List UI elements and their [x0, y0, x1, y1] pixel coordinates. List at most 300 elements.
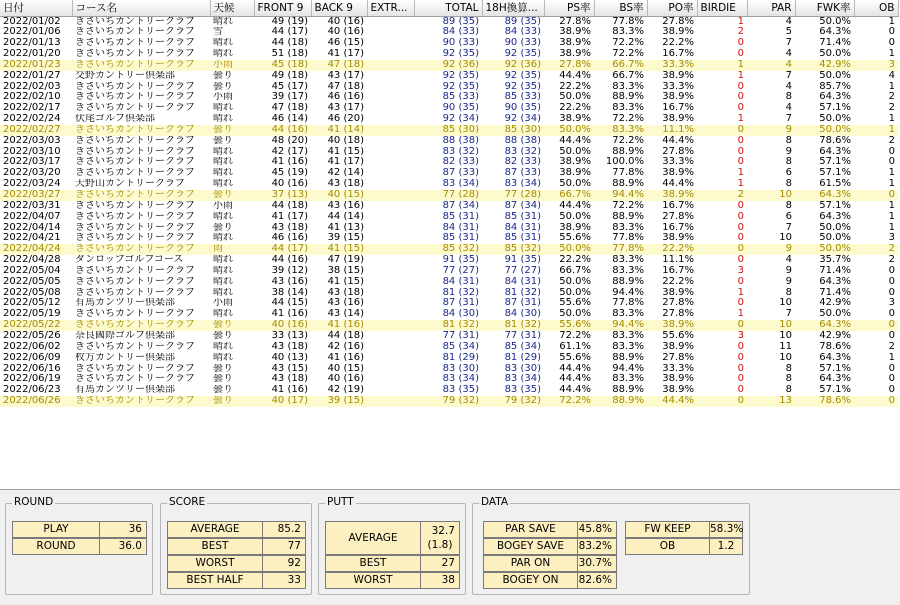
header-ob[interactable]: OB: [854, 0, 898, 16]
cell-ps: 44.4%: [559, 385, 591, 396]
table-row[interactable]: [0, 136, 898, 147]
cell-front: 41 (16): [271, 385, 308, 396]
cell-front: 33 (13): [271, 330, 308, 341]
cell-course: きさいちカントリークラブ: [72, 396, 210, 407]
ob-label: OB: [625, 538, 710, 555]
table-row[interactable]: [0, 27, 898, 38]
cell-total: 83 (32): [442, 146, 479, 157]
cell-total: 92 (35): [442, 70, 479, 81]
cell-fwk: 57.1%: [819, 363, 851, 374]
cell-course: きさいちカントリークラブ: [72, 320, 210, 331]
cell-weather: 曇り: [213, 330, 233, 341]
table-row[interactable]: [0, 331, 898, 342]
score-panel: [160, 496, 312, 595]
cell-fwk: 57.1%: [819, 385, 851, 396]
cell-extra: [367, 298, 414, 309]
cell-front: 43 (18): [271, 222, 308, 233]
cell-extra: [367, 27, 414, 38]
cell-extra: [367, 60, 414, 71]
cell-weather: 晴れ: [213, 157, 233, 168]
putt-panel: [318, 496, 466, 595]
cell-par: 4: [785, 255, 792, 266]
cell-back: 44 (14): [327, 211, 364, 222]
cell-front: 45 (19): [271, 168, 308, 179]
cell-fwk: 64.3%: [795, 190, 854, 201]
cell-fwk: 71.4%: [819, 265, 851, 276]
table-row[interactable]: [0, 60, 898, 71]
cell-date: 2022/04/28: [3, 255, 61, 266]
cell-ob: 1: [854, 125, 898, 136]
cell-ob: 2: [888, 255, 895, 266]
cell-ob: 2: [854, 244, 898, 255]
cell-fwk: 42.9%: [795, 60, 854, 71]
cell-par: 10: [779, 330, 792, 341]
cell-front: 44 (17): [254, 244, 311, 255]
cell-bs: 83.3%: [612, 81, 644, 92]
cell-bs: 88.9%: [612, 179, 644, 190]
cell-ps: 38.9%: [559, 38, 591, 49]
cell-front: 40 (13): [271, 352, 308, 363]
cell-back: 38 (15): [327, 265, 364, 276]
cell-front: 39 (17): [271, 92, 308, 103]
cell-po: 16.7%: [662, 265, 694, 276]
cell-ob: 1: [888, 200, 895, 211]
cell-extra: [367, 190, 414, 201]
cell-back: 40 (16): [327, 16, 364, 27]
cell-ps: 50.0%: [559, 92, 591, 103]
header-po[interactable]: PO率: [647, 0, 697, 16]
cell-course: 枚方カントリー倶楽部: [75, 352, 175, 363]
cell-birdie: 1: [737, 16, 744, 27]
score-best-label: BEST: [167, 538, 263, 555]
cell-date: 2022/01/06: [3, 27, 61, 38]
cell-weather: 晴れ: [213, 352, 233, 363]
header-extra[interactable]: EXTR...: [367, 0, 414, 16]
cell-back: 46 (20): [327, 114, 364, 125]
table-row[interactable]: [0, 114, 898, 125]
score-best-value: 77: [262, 538, 306, 555]
cell-date: 2022/01/20: [3, 49, 61, 60]
cell-po: 38.9%: [662, 385, 694, 396]
table-row[interactable]: [0, 374, 898, 385]
cell-course: きさいちカントリークラブ: [75, 168, 195, 179]
cell-birdie: 3: [737, 265, 744, 276]
cell-conv: 87 (34): [504, 200, 541, 211]
cell-bs: 94.4%: [594, 320, 647, 331]
cell-birdie: 0: [737, 341, 744, 352]
cell-total: 92 (35): [442, 49, 479, 60]
cell-bs: 83.3%: [612, 374, 644, 385]
cell-ob: 1: [888, 49, 895, 60]
cell-back: 43 (17): [327, 70, 364, 81]
cell-total: 87 (34): [442, 200, 479, 211]
cell-back: 44 (18): [327, 330, 364, 341]
cell-conv: 85 (31): [504, 233, 541, 244]
cell-date: 2022/03/17: [3, 157, 61, 168]
cell-po: 33.3%: [647, 60, 697, 71]
cell-weather: 曇り: [210, 190, 254, 201]
cell-back: 41 (17): [327, 157, 364, 168]
cell-bs: 94.4%: [612, 363, 644, 374]
cell-par: 10: [779, 298, 792, 309]
cell-po: 38.9%: [662, 92, 694, 103]
play-value: 36: [99, 521, 147, 538]
cell-fwk: 57.1%: [819, 157, 851, 168]
table-row[interactable]: [0, 92, 898, 103]
cell-conv: 92 (35): [504, 70, 541, 81]
fw-keep-label: FW KEEP: [625, 521, 710, 538]
cell-bs: 88.9%: [612, 146, 644, 157]
cell-back: 43 (16): [327, 298, 364, 309]
table-row[interactable]: [0, 179, 898, 190]
cell-front: 44 (18): [271, 200, 308, 211]
cell-par: 8: [785, 179, 792, 190]
cell-ob: 1: [888, 211, 895, 222]
cell-total: 83 (34): [442, 179, 479, 190]
cell-date: 2022/04/24: [0, 244, 72, 255]
bogey-save-label: BOGEY SAVE: [483, 538, 578, 555]
score-panel-title: SCORE: [169, 496, 206, 508]
cell-conv: 83 (32): [504, 146, 541, 157]
cell-weather: 雨: [210, 244, 254, 255]
cell-date: 2022/02/17: [3, 103, 61, 114]
cell-course: きさいちカントリークラブ: [72, 60, 210, 71]
cell-front: 44 (18): [271, 38, 308, 49]
cell-weather: 曇り: [213, 385, 233, 396]
cell-back: 46 (15): [327, 38, 364, 49]
cell-front: 49 (19): [271, 16, 308, 27]
cell-par: 6: [785, 168, 792, 179]
cell-conv: 91 (35): [504, 255, 541, 266]
ob-value: 1.2: [709, 538, 743, 555]
cell-po: 11.1%: [662, 255, 694, 266]
cell-ob: 0: [888, 287, 895, 298]
cell-par: 7: [785, 309, 792, 320]
cell-ob: 0: [888, 38, 895, 49]
table-row[interactable]: [0, 320, 898, 331]
cell-conv: 83 (34): [504, 374, 541, 385]
header-18h[interactable]: 18H換算...: [482, 0, 544, 16]
cell-fwk: 78.6%: [795, 396, 854, 407]
header-front9[interactable]: FRONT 9: [254, 0, 311, 16]
cell-back: 47 (18): [327, 81, 364, 92]
cell-bs: 72.2%: [612, 114, 644, 125]
header-course[interactable]: コース名: [72, 0, 210, 16]
cell-ps: 44.4%: [559, 363, 591, 374]
cell-fwk: 71.4%: [819, 287, 851, 298]
cell-ob: 0: [888, 330, 895, 341]
cell-ob: 0: [854, 396, 898, 407]
cell-course: きさいちカントリークラブ: [75, 276, 195, 287]
cell-weather: 晴れ: [213, 49, 233, 60]
table-row[interactable]: [0, 157, 898, 168]
cell-bs: 88.9%: [612, 92, 644, 103]
cell-extra: [367, 244, 414, 255]
cell-par: 10: [747, 320, 795, 331]
cell-par: 9: [747, 244, 795, 255]
table-row[interactable]: [0, 16, 898, 27]
cell-front: 42 (17): [271, 146, 308, 157]
cell-course: きさいちカントリークラブ: [75, 287, 195, 298]
cell-front: 49 (18): [271, 70, 308, 81]
cell-extra: [367, 168, 414, 179]
cell-bs: 88.9%: [612, 211, 644, 222]
cell-date: 2022/05/05: [3, 276, 61, 287]
cell-front: 43 (18): [271, 341, 308, 352]
header-date[interactable]: 日付: [0, 0, 72, 16]
cell-po: 22.2%: [647, 244, 697, 255]
header-bs[interactable]: BS率: [594, 0, 647, 16]
cell-ps: 44.4%: [559, 374, 591, 385]
cell-front: 43 (18): [271, 374, 308, 385]
cell-front: 44 (16): [254, 125, 311, 136]
table-row[interactable]: [0, 342, 898, 353]
cell-conv: 84 (31): [504, 276, 541, 287]
data-panel-title: DATA: [481, 496, 509, 508]
cell-par: 11: [779, 341, 792, 352]
cell-extra: [367, 92, 414, 103]
cell-weather: 曇り: [213, 374, 233, 385]
cell-birdie: 1: [737, 287, 744, 298]
cell-ob: 0: [888, 146, 895, 157]
cell-front: 41 (16): [271, 157, 308, 168]
cell-par: 8: [785, 385, 792, 396]
cell-conv: 84 (31): [504, 222, 541, 233]
cell-birdie: 0: [737, 276, 744, 287]
cell-ps: 50.0%: [559, 276, 591, 287]
cell-ob: 0: [888, 363, 895, 374]
cell-back: 41 (14): [311, 125, 367, 136]
cell-po: 16.7%: [662, 222, 694, 233]
table-row[interactable]: [0, 190, 898, 201]
cell-date: 2022/06/16: [3, 363, 61, 374]
table-row[interactable]: [0, 298, 898, 309]
cell-fwk: 61.5%: [819, 179, 851, 190]
cell-weather: 晴れ: [213, 265, 233, 276]
cell-date: 2022/03/31: [3, 200, 61, 211]
cell-back: 40 (15): [311, 190, 367, 201]
cell-course: きさいちカントリークラブ: [75, 49, 195, 60]
cell-ob: 2: [888, 103, 895, 114]
cell-date: 2022/03/10: [3, 146, 61, 157]
table-row[interactable]: [0, 364, 898, 375]
cell-course: きさいちカントリークラブ: [75, 211, 195, 222]
cell-ps: 50.0%: [559, 309, 591, 320]
cell-ob: 1: [888, 179, 895, 190]
cell-po: 33.3%: [662, 81, 694, 92]
cell-po: 44.4%: [662, 135, 694, 146]
cell-conv: 84 (33): [504, 27, 541, 38]
header-par[interactable]: PAR: [747, 0, 795, 16]
cell-ps: 55.6%: [559, 233, 591, 244]
cell-fwk: 50.0%: [795, 244, 854, 255]
cell-extra: [367, 16, 414, 27]
table-row[interactable]: [0, 168, 898, 179]
cell-extra: [367, 277, 414, 288]
cell-bs: 72.2%: [612, 135, 644, 146]
cell-bs: 83.3%: [612, 27, 644, 38]
table-row[interactable]: [0, 277, 898, 288]
cell-po: 16.7%: [662, 200, 694, 211]
cell-course: きさいちカントリークラブ: [72, 190, 210, 201]
cell-front: 39 (12): [271, 265, 308, 276]
cell-ps: 61.1%: [559, 341, 591, 352]
table-row[interactable]: [0, 71, 898, 82]
table-row[interactable]: [0, 266, 898, 277]
cell-extra: [367, 103, 414, 114]
cell-total: 87 (33): [442, 168, 479, 179]
cell-fwk: 64.3%: [819, 92, 851, 103]
cell-ob: 0: [888, 276, 895, 287]
table-row[interactable]: [0, 201, 898, 212]
cell-fwk: 50.0%: [819, 309, 851, 320]
cell-fwk: 64.3%: [795, 320, 854, 331]
cell-back: 41 (16): [327, 352, 364, 363]
cell-total: 77 (31): [442, 330, 479, 341]
cell-par: 8: [785, 374, 792, 385]
table-row[interactable]: [0, 82, 898, 93]
header-birdie[interactable]: BIRDIE: [697, 0, 747, 16]
cell-weather: 晴れ: [213, 255, 233, 266]
cell-back: 42 (14): [327, 168, 364, 179]
cell-conv: 81 (32): [482, 320, 544, 331]
cell-ps: 38.9%: [559, 27, 591, 38]
table-row[interactable]: [0, 255, 898, 266]
cell-po: 16.7%: [662, 49, 694, 60]
cell-date: 2022/05/04: [3, 265, 61, 276]
table-row[interactable]: [0, 385, 898, 396]
cell-bs: 77.8%: [594, 244, 647, 255]
cell-bs: 83.3%: [612, 222, 644, 233]
cell-extra: [367, 266, 414, 277]
cell-weather: 晴れ: [213, 114, 233, 125]
cell-po: 38.9%: [662, 114, 694, 125]
table-row[interactable]: [0, 288, 898, 299]
table-row[interactable]: [0, 212, 898, 223]
cell-weather: 晴れ: [213, 146, 233, 157]
header-back9[interactable]: BACK 9: [311, 0, 367, 16]
table-row[interactable]: [0, 38, 898, 49]
cell-course: きさいちカントリークラブ: [75, 27, 195, 38]
cell-front: 47 (18): [271, 103, 308, 114]
cell-ps: 55.6%: [544, 320, 594, 331]
score-best-half-value: 33: [262, 572, 306, 589]
cell-course: きさいちカントリークラブ: [75, 265, 195, 276]
table-row[interactable]: [0, 103, 898, 114]
cell-conv: 83 (34): [504, 179, 541, 190]
cell-fwk: 42.9%: [819, 330, 851, 341]
table-row[interactable]: [0, 244, 898, 255]
cell-ps: 44.4%: [559, 200, 591, 211]
cell-po: 22.2%: [662, 38, 694, 49]
table-row[interactable]: [0, 223, 898, 234]
cell-conv: 85 (31): [504, 211, 541, 222]
header-total[interactable]: TOTAL: [414, 0, 482, 16]
cell-date: 2022/01/27: [3, 70, 61, 81]
cell-conv: 82 (33): [504, 157, 541, 168]
table-row[interactable]: [0, 49, 898, 60]
cell-weather: 晴れ: [213, 287, 233, 298]
table-row[interactable]: [0, 147, 898, 158]
cell-bs: 83.3%: [612, 330, 644, 341]
cell-conv: 77 (27): [504, 265, 541, 276]
cell-extra: [367, 201, 414, 212]
cell-course: きさいちカントリークラブ: [75, 200, 195, 211]
header-ps[interactable]: PS率: [544, 0, 594, 16]
cell-fwk: 50.0%: [819, 233, 851, 244]
cell-birdie: 0: [737, 49, 744, 60]
cell-po: 38.9%: [647, 320, 697, 331]
header-fwk[interactable]: FWK率: [795, 0, 854, 16]
cell-total: 85 (30): [414, 125, 482, 136]
cell-birdie: 2: [697, 190, 747, 201]
cell-extra: [367, 136, 414, 147]
cell-birdie: 1: [697, 60, 747, 71]
cell-par: 4: [785, 16, 792, 27]
cell-po: 38.9%: [662, 374, 694, 385]
cell-birdie: 0: [737, 363, 744, 374]
round-panel-title: ROUND: [14, 496, 54, 508]
table-row[interactable]: [0, 233, 898, 244]
cell-conv: 92 (35): [504, 81, 541, 92]
cell-birdie: 0: [697, 320, 747, 331]
cell-par: 8: [785, 287, 792, 298]
cell-birdie: 1: [737, 309, 744, 320]
cell-extra: [367, 82, 414, 93]
par-save-label: PAR SAVE: [483, 521, 578, 538]
table-row[interactable]: [0, 353, 898, 364]
cell-weather: 晴れ: [213, 38, 233, 49]
cell-fwk: 57.1%: [819, 103, 851, 114]
cell-ps: 66.7%: [559, 265, 591, 276]
cell-bs: 94.4%: [612, 287, 644, 298]
cell-birdie: 0: [737, 103, 744, 114]
cell-conv: 92 (34): [504, 114, 541, 125]
cell-course: きさいちカントリークラブ: [75, 38, 195, 49]
cell-conv: 81 (29): [504, 352, 541, 363]
cell-ob: 3: [888, 298, 895, 309]
cell-conv: 87 (31): [504, 298, 541, 309]
cell-extra: [367, 71, 414, 82]
cell-par: 4: [785, 49, 792, 60]
cell-fwk: 64.3%: [819, 352, 851, 363]
cell-extra: [367, 157, 414, 168]
cell-total: 85 (33): [442, 92, 479, 103]
cell-ps: 22.2%: [559, 255, 591, 266]
cell-course: 交野カントリー倶楽部: [75, 70, 175, 81]
cell-course: きさいちカントリークラブ: [75, 157, 195, 168]
cell-extra: [367, 38, 414, 49]
cell-weather: 晴れ: [213, 103, 233, 114]
cell-extra: [367, 233, 414, 244]
table-row[interactable]: [0, 125, 898, 136]
cell-date: 2022/02/27: [0, 125, 72, 136]
cell-back: 41 (15): [311, 244, 367, 255]
table-row[interactable]: [0, 309, 898, 320]
table-row[interactable]: [0, 396, 898, 407]
header-weather[interactable]: 天候: [210, 0, 254, 16]
putt-best-value: 27: [420, 555, 460, 572]
cell-po: 16.7%: [662, 103, 694, 114]
score-worst-value: 92: [262, 555, 306, 572]
cell-ps: 55.6%: [559, 352, 591, 363]
cell-course: 有馬カンツリー倶楽部: [75, 298, 175, 309]
cell-birdie: 0: [737, 352, 744, 363]
cell-ps: 22.2%: [559, 81, 591, 92]
cell-par: 8: [785, 92, 792, 103]
cell-po: 44.4%: [647, 396, 697, 407]
cell-ps: 50.0%: [559, 287, 591, 298]
